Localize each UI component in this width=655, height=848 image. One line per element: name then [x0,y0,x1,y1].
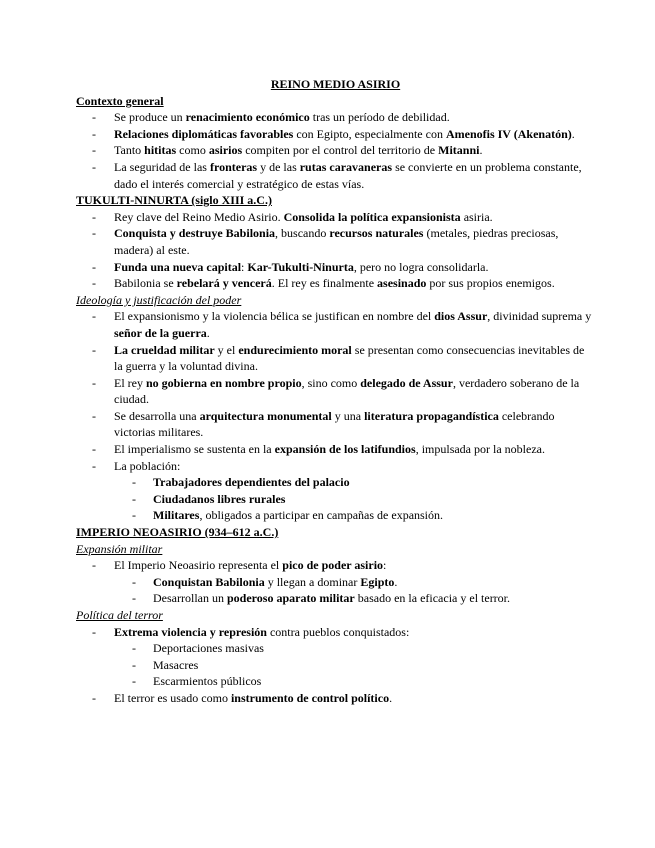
bold-text: instrumento de control político [230,690,390,705]
text-run: Rey clave del Reino Medio Asirio. [114,209,284,224]
bold-text: recursos naturales [329,226,424,241]
text-run: se convierte en un problema constante, dado el interés comercial y estratégico de estas vías. [114,159,582,191]
bullet-list [76,308,595,474]
bold-text: expansión de los latifundios [274,442,416,457]
text-run: (metales, piedras preciosas, madera) al este. [114,226,559,257]
bold-text: Extrema violencia y represión [114,624,267,639]
bold-text: literatura propagandística [364,408,499,423]
list-item [76,109,595,126]
bold-text: fronteras [209,159,258,174]
bold-text: hititas [144,143,177,158]
list-item [76,557,595,574]
bold-text: Conquista y destruye Babilonia [114,226,276,241]
bold-text: asesinado [377,276,427,291]
bold-text: rutas caravaneras [299,159,393,174]
list-item [76,458,595,475]
text-run: tras un período de debilidad. [309,110,450,125]
bold-text: renacimiento económico [185,110,310,125]
text-run: y el [214,342,239,357]
bullet-list [76,557,595,574]
text-run: como [176,143,209,158]
text-run: . [479,143,483,158]
bold-text: La crueldad militar [114,342,215,357]
bold-text: asirios [208,143,243,158]
text-run: El expansionismo y la violencia bélica se justifican en nombre del [114,309,435,324]
text-run: : [383,558,387,573]
text-run: : [241,259,248,274]
bullet-list [76,690,595,707]
list-item [76,342,595,375]
text-run: y una [331,408,365,423]
text-run: , buscando [275,226,330,241]
list-item [76,308,595,341]
text-run: se presentan como consecuencias inevitables de la guerra y la voluntad divina. [114,342,585,374]
bold-text: Mitanni [438,143,480,158]
text-run: , divinidad suprema y [487,309,592,324]
list-item [76,209,595,226]
bold-text: dios Assur [434,309,488,324]
sub-list-item [76,574,595,591]
bold-text: poderoso aparato militar [226,591,355,606]
bullet-list [76,109,595,192]
text-run: Se desarrolla una [114,408,200,423]
list-item [76,275,595,292]
bullet-list [76,209,595,292]
bold-text: Amenofis IV (Akenatón) [445,126,572,141]
bold-text: Relaciones diplomáticas favorables [114,126,294,141]
bold-text: rebelará y vencerá [176,276,272,291]
text-run: Tanto [114,143,145,158]
bold-text: Kar-Tukulti-Ninurta [247,259,354,274]
bold-text: Funda una nueva capital [114,259,242,274]
sub-list-item [76,673,595,690]
text-run: La población: [114,458,181,473]
bold-text: endurecimiento moral [238,342,352,357]
list-item [76,225,595,258]
sub-list-item [76,474,595,491]
text-run: , pero no logra consolidarla. [353,259,489,274]
bold-text: Trabajadores dependientes del palacio [153,475,350,490]
text-run: por sus propios enemigos. [426,276,555,291]
section-heading-contexto: Contexto general [76,93,164,108]
text-run: . [206,325,210,340]
text-run: celebrando victorias militares. [114,408,555,440]
bold-text: delegado de Assur [360,375,453,390]
section-heading-tukulti: TUKULTI-NINURTA (siglo XIII a.C.) [76,193,272,208]
text-run: asiria. [460,209,493,224]
sub-list-item [76,507,595,524]
sub-bullet-list [76,640,595,690]
list-item [76,690,595,707]
text-run: , impulsada por la nobleza. [415,442,545,457]
bold-text: no gobierna en nombre propio [146,375,302,390]
text-run: El rey [114,375,146,390]
list-item [76,159,595,192]
bold-text: pico de poder asirio [282,558,384,573]
document-title: REINO MEDIO ASIRIO [270,77,401,91]
text-run: Babilonia se [114,276,177,291]
subsection-heading-ideologia: Ideología y justificación del poder [76,292,242,307]
bold-text: Militares [153,508,200,523]
text-run: Deportaciones masivas [153,641,264,656]
sub-list-item [76,657,595,674]
bullet-list [76,624,595,641]
section-heading-neoasirio: IMPERIO NEOASIRIO (934–612 a.C.) [76,525,279,540]
text-run: . El rey es finalmente [271,276,378,291]
list-item [76,441,595,458]
sub-list-item [76,590,595,607]
text-run: La seguridad de las [114,159,210,174]
text-run: con Egipto, especialmente con [293,126,446,141]
sub-list-item [76,491,595,508]
text-run: y de las [257,159,300,174]
text-run: Desarrollan un [153,591,227,606]
text-run: . [571,126,575,141]
list-item [76,375,595,408]
sub-bullet-list [76,474,595,524]
bold-text: Egipto [360,574,395,589]
subsection-heading-expansion: Expansión militar [76,541,163,556]
text-run: El terror es usado como [114,690,231,705]
list-item [76,259,595,276]
bold-text: señor de la guerra [114,325,207,340]
text-run: basado en la eficacia y el terror. [354,591,511,606]
text-run: El imperialismo se sustenta en la [114,442,275,457]
text-run: compiten por el control del territorio de [242,143,439,158]
list-item [76,142,595,159]
bold-text: Conquistan Babilonia [153,574,265,589]
list-item [76,126,595,143]
text-run: , sino como [301,375,361,390]
text-run: Masacres [153,657,199,672]
text-run: y llegan a dominar [264,574,361,589]
list-item [76,408,595,441]
bold-text: Consolida la política expansionista [283,209,461,224]
text-run: contra pueblos conquistados: [266,624,410,639]
text-run: , verdadero soberano de la ciudad. [114,375,580,407]
text-run: Escarmientos públicos [153,674,262,689]
text-run: . [394,574,398,589]
bold-text: arquitectura monumental [199,408,332,423]
text-run: . [389,690,393,705]
bold-text: Ciudadanos libres rurales [153,491,286,506]
sub-bullet-list [76,574,595,607]
text-run: Se produce un [114,110,186,125]
text-run: El Imperio Neoasirio representa el [114,558,283,573]
list-item [76,624,595,641]
text-run: , obligados a participar en campañas de expansión. [199,508,444,523]
subsection-heading-terror: Política del terror [76,608,163,622]
sub-list-item [76,640,595,657]
